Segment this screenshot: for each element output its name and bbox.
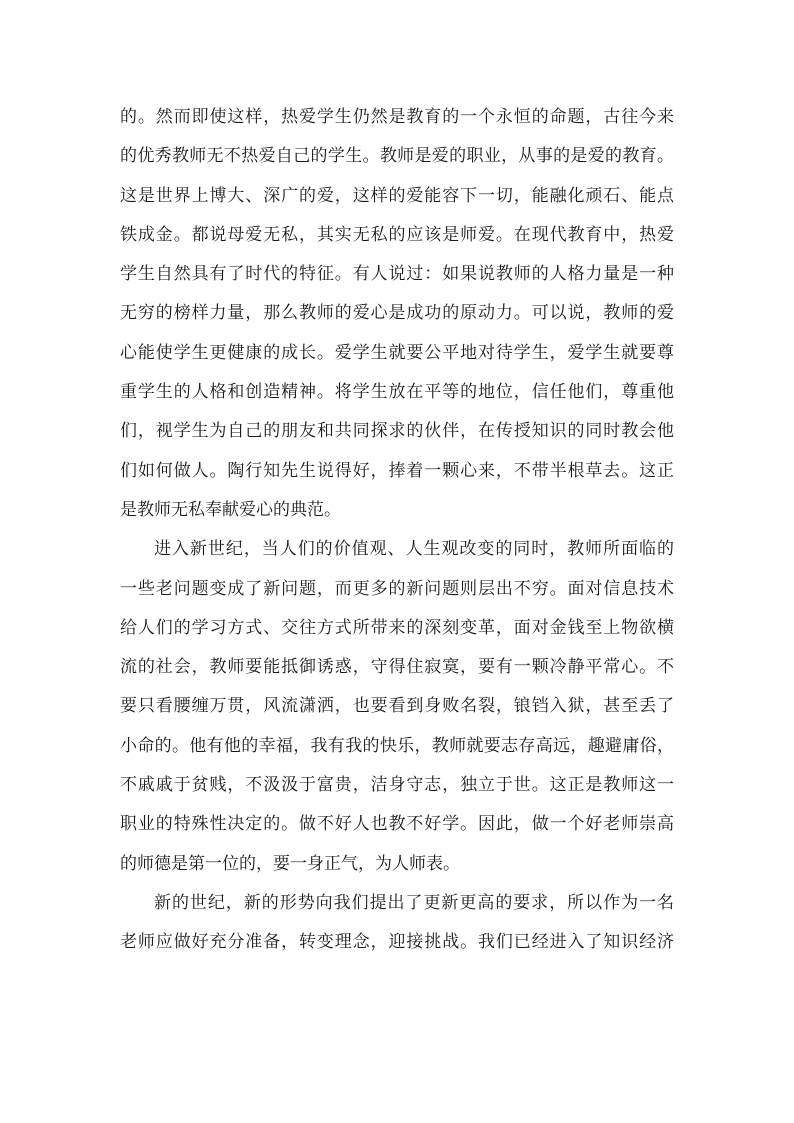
paragraph bbox=[120, 98, 674, 530]
text-line: 要只看腰缠万贯，风流潇洒，也要看到身败名裂，锒铛入狱，甚至丢了 bbox=[120, 696, 674, 717]
paragraph bbox=[120, 884, 674, 963]
text-line: 这是世界上博大、深广的爱，这样的爱能容下一切，能融化顽石、能点 bbox=[120, 185, 674, 206]
text-line: 的优秀教师无不热爱自己的学生。教师是爱的职业，从事的是爱的教育。 bbox=[120, 146, 674, 167]
text-line: 小命的。他有他的幸福，我有我的快乐，教师就要志存高远，趣避庸俗， bbox=[120, 735, 674, 756]
text-line: 给人们的学习方式、交往方式所带来的深刻变革，面对金钱至上物欲横 bbox=[120, 617, 674, 638]
text-line: 一些老问题变成了新问题，而更多的新问题则层出不穷。面对信息技术 bbox=[120, 578, 674, 599]
text-line: 的。然而即使这样，热爱学生仍然是教育的一个永恒的命题，古往今来 bbox=[120, 107, 674, 127]
text-line: 们如何做人。陶行知先生说得好，捧着一颗心来，不带半根草去。这正 bbox=[120, 460, 674, 481]
text-line: 学生自然具有了时代的特征。有人说过：如果说教师的人格力量是一种 bbox=[120, 264, 674, 285]
text-line: 们，视学生为自己的朋友和共同探求的伙伴，在传授知识的同时教会他 bbox=[120, 421, 674, 442]
text-line: 进入新世纪，当人们的价值观、人生观改变的同时，教师所面临的 bbox=[154, 539, 674, 560]
text-line: 无穷的榜样力量，那么教师的爱心是成功的原动力。可以说，教师的爱 bbox=[120, 303, 674, 324]
paragraph bbox=[120, 530, 674, 884]
text-line: 心能使学生更健康的成长。爱学生就要公平地对待学生，爱学生就要尊 bbox=[120, 342, 674, 363]
text-line: 铁成金。都说母爱无私，其实无私的应该是师爱。在现代教育中，热爱 bbox=[120, 224, 674, 245]
text-line: 老师应做好充分准备，转变理念，迎接挑战。我们已经进入了知识经济 bbox=[120, 932, 674, 953]
text-line: 是教师无私奉献爱心的典范。 bbox=[120, 499, 341, 520]
text-line: 职业的特殊性决定的。做不好人也教不好学。因此，做一个好老师崇高 bbox=[120, 814, 674, 835]
text-line: 的师德是第一位的，要一身正气，为人师表。 bbox=[120, 853, 460, 874]
body-text bbox=[120, 98, 674, 963]
text-line: 不戚戚于贫贱，不汲汲于富贵，洁身守志，独立于世。这正是教师这一 bbox=[120, 775, 674, 796]
text-line: 重学生的人格和创造精神。将学生放在平等的地位，信任他们，尊重他 bbox=[120, 382, 674, 403]
text-line: 流的社会，教师要能抵御诱惑，守得住寂寞，要有一颗冷静平常心。不 bbox=[120, 657, 674, 678]
text-line: 新的世纪，新的形势向我们提出了更新更高的要求，所以作为一名 bbox=[154, 892, 674, 913]
